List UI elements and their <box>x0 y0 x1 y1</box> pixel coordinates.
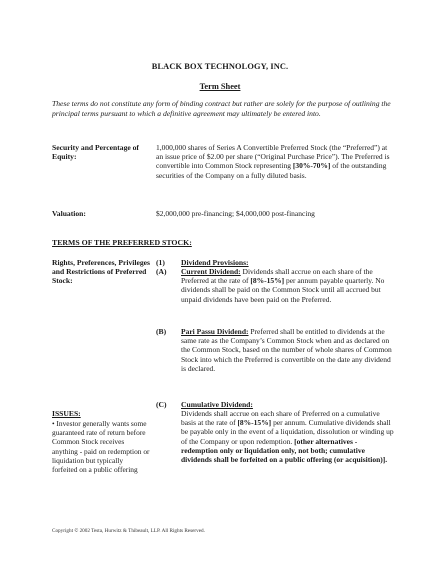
dividend-provisions-heading: Dividend Provisions: <box>181 258 249 267</box>
security-label: Security and Percentage of Equity: <box>52 143 139 162</box>
intro-paragraph: These terms do not constitute any form of binding contract but rather are solely for the purpose of outlining the principal terms pursuant to which a definitive agreement may ultimately be entered into. <box>52 99 391 119</box>
security-text-bold: [30%-70%] <box>292 161 331 171</box>
pari-passu-label: Pari Passu Dividend: <box>181 327 249 336</box>
security-text-part2: of the outstanding securities of the Company on a fully diluted basis. <box>156 161 387 180</box>
cumulative-dividend-paragraph <box>181 409 395 464</box>
cumulative-dividend-alternatives: [other alternatives - redemption only or liquidation only, not both; cumulative dividends shall be forfeited on a public offering (or acquisition)]. <box>181 436 388 465</box>
current-dividend-paragraph <box>181 267 395 304</box>
cumulative-dividend-text-1: Dividends shall accrue on each share of Preferred on a cumulative basis at the rate of <box>181 409 380 428</box>
security-text-part1: 1,000,000 shares of Series A Convertible Preferred Stock (the “Preferred”) at an issue price of $2.00 per share (“Original Purchase Price”). The Preferred is convertible into Common Stock representing <box>156 143 390 171</box>
copyright-footer: Copyright © 2002 Testa, Hurwitz & Thibeault, LLP. All Rights Reserved. <box>52 528 205 534</box>
cumulative-dividend-text-2: per annum. Cumulative dividends shall be payable only in the event of a liquidation, dissolution or winding up of the Company or upon redemption. <box>181 418 394 446</box>
valuation-label: Valuation: <box>52 209 86 218</box>
item-letter-a: (A) <box>156 267 167 276</box>
item-number-1: (1) <box>156 258 165 267</box>
current-dividend-text-1: Dividends shall accrue on each share of the Preferred at the rate of <box>181 267 373 286</box>
valuation-text: $2,000,000 pre-financing; $4,000,000 post-financing <box>156 209 315 218</box>
security-text <box>156 143 394 180</box>
cumulative-dividend-heading: Cumulative Dividend: <box>181 400 253 409</box>
cumulative-dividend-rate: [8%-15%] <box>237 418 272 428</box>
document-title: Term Sheet <box>199 82 241 91</box>
issues-text: • Investor generally wants some guaranteed rate of return before Common Stock receives anything - paid on redemption or liquidation but typically forfeited on a public offering <box>52 419 150 475</box>
current-dividend-rate: [8%-15%] <box>250 276 285 286</box>
pari-passu-paragraph <box>181 327 395 373</box>
item-letter-b: (B) <box>156 327 167 336</box>
item-letter-c: (C) <box>156 400 167 409</box>
company-title: BLACK BOX TECHNOLOGY, INC. <box>151 62 289 71</box>
current-dividend-label: Current Dividend: <box>181 267 241 276</box>
pari-passu-text: Preferred shall be entitled to dividends at the same rate as the Company’s Common Stock when and as declared on the Common Stock, based on the number of whole shares of Common Stock into which the Preferred is convertible on the date any dividend is declared. <box>181 327 392 373</box>
preferred-terms-heading: TERMS OF THE PREFERRED STOCK: <box>52 238 192 247</box>
rights-label: Rights, Preferences, Privileges and Restrictions of Preferred Stock: <box>52 258 150 286</box>
current-dividend-text-2: per annum payable quarterly. No dividends shall be paid on the Common Stock until all accrued but unpaid dividends have been paid on the Preferred. <box>181 276 385 304</box>
issues-heading: ISSUES: <box>52 409 81 418</box>
